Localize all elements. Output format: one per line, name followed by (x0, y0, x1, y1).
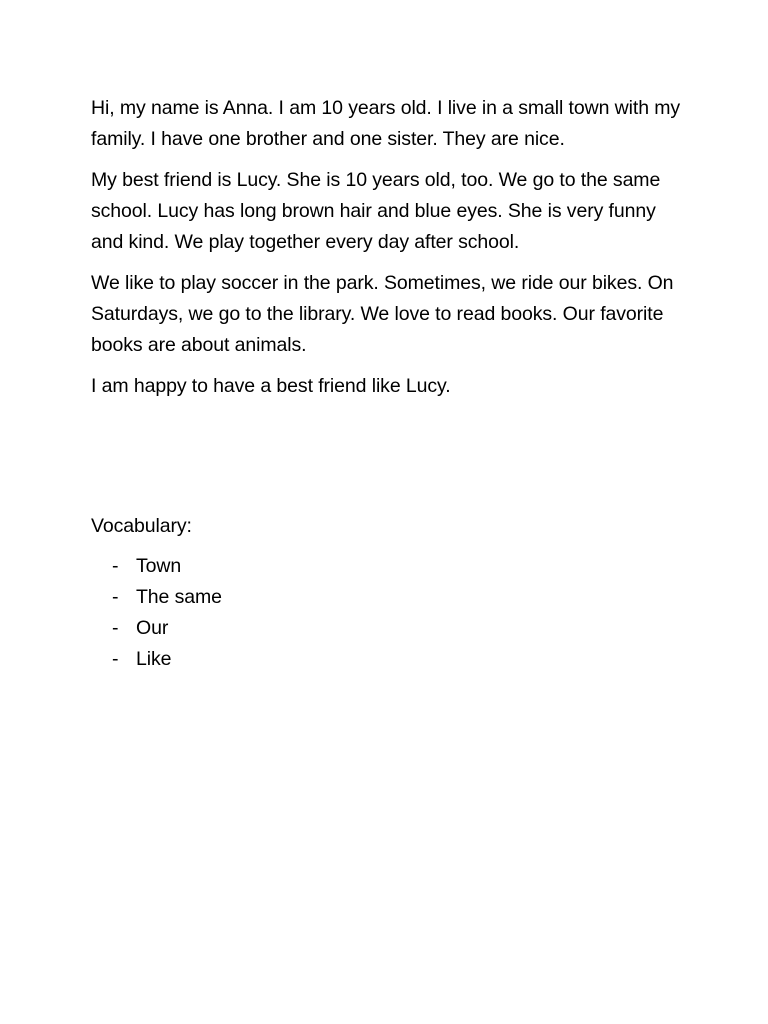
paragraph-closing: I am happy to have a best friend like Lucy. (91, 375, 451, 397)
paragraph-best-friend: My best friend is Lucy. She is 10 years old, too. We go to the same school. Lucy has long brown hair and blue eyes. She is very funny and kind. We play together every day after school. (91, 169, 661, 253)
vocabulary-list (91, 551, 691, 675)
vocabulary-word: The same (136, 586, 222, 608)
dash-bullet: - (112, 617, 119, 639)
dash-bullet: - (112, 586, 119, 608)
vocabulary-item (91, 582, 691, 613)
vocabulary-word: Town (136, 555, 182, 577)
vocabulary-word: Like (136, 648, 172, 670)
paragraph-activities: We like to play soccer in the park. Sometimes, we ride our bikes. On Saturdays, we go to the library. We love to read books. Our favorite books are about animals. (91, 272, 674, 356)
dash-bullet: - (112, 555, 119, 577)
vocabulary-item (91, 551, 691, 582)
paragraph-intro: Hi, my name is Anna. I am 10 years old. I live in a small town with my family. I have one brother and one sister. They are nice. (91, 97, 681, 150)
vocabulary-item (91, 613, 691, 644)
vocabulary-heading: Vocabulary: (91, 515, 192, 537)
vocabulary-word: Our (136, 617, 169, 639)
document-body (91, 93, 691, 675)
blank-space (91, 412, 691, 511)
vocabulary-item (91, 644, 691, 675)
dash-bullet: - (112, 648, 119, 670)
